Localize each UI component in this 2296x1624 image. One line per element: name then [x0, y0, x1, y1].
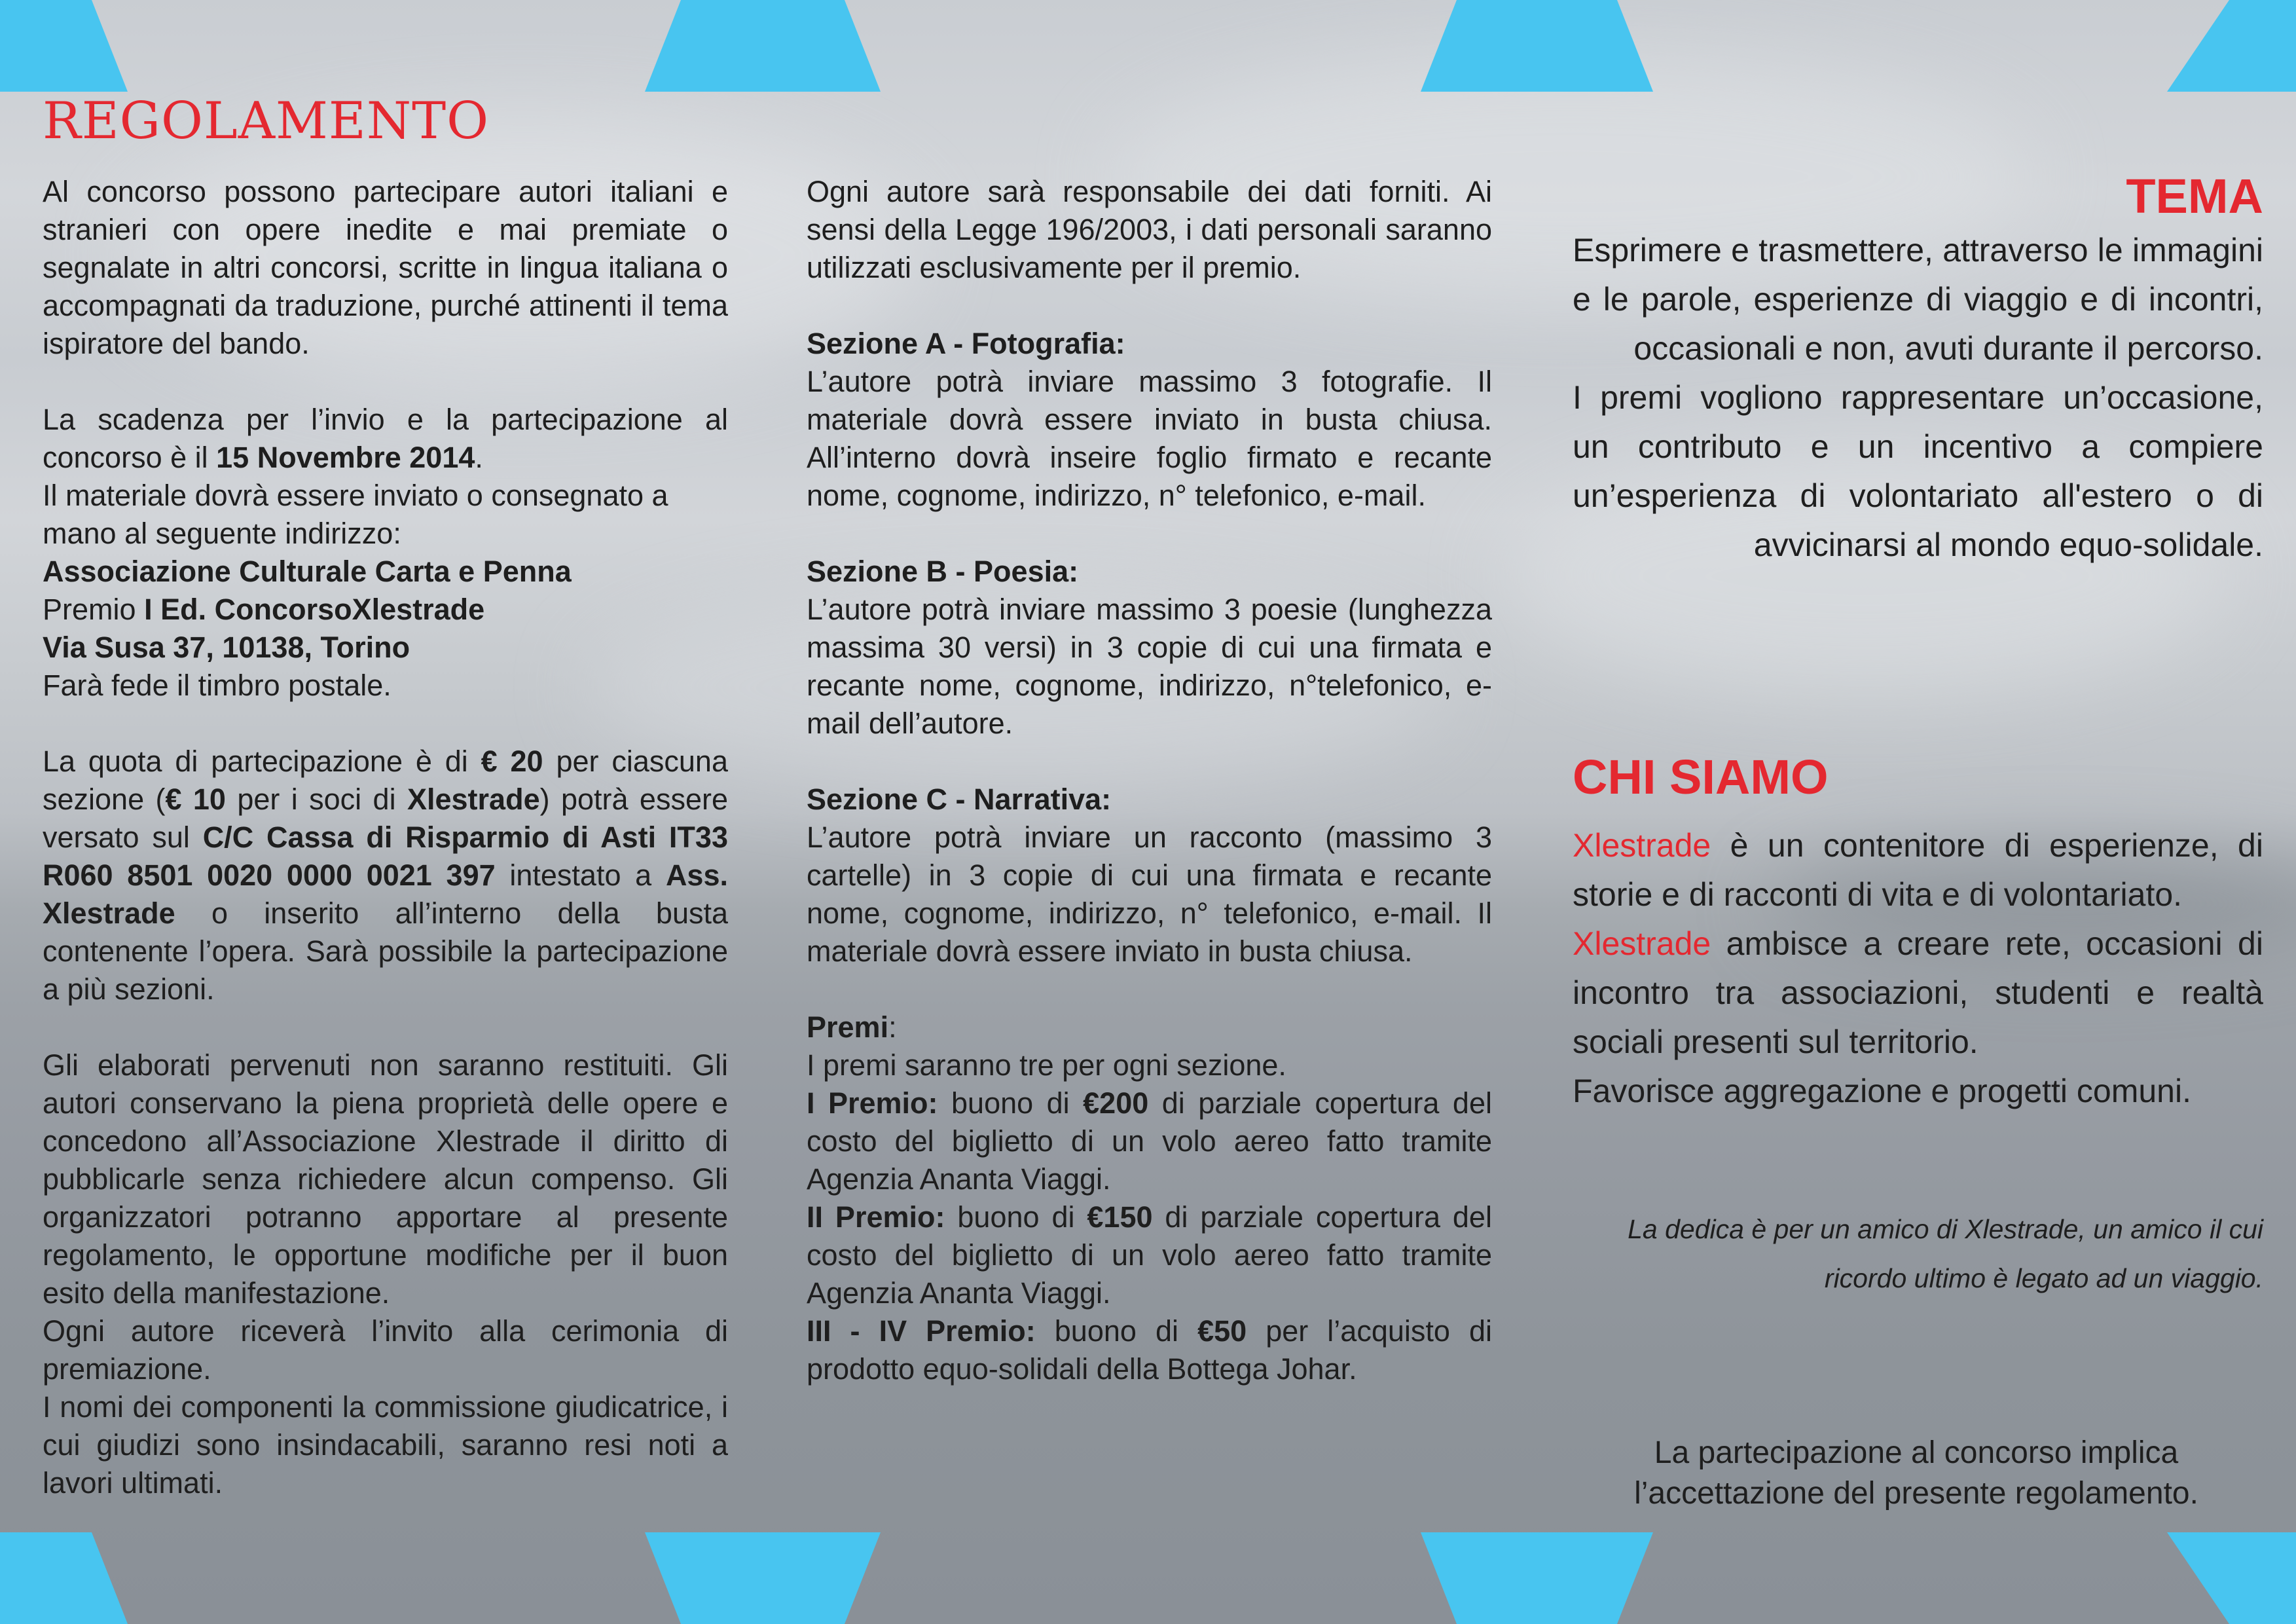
triangle-top-3 [1421, 0, 1653, 92]
chi-siamo-heading: CHI SIAMO [1573, 750, 1829, 804]
dedication-text: La dedica è per un amico di Xlestrade, un amico il cui ricordo ultimo è legato ad un viaggio. [1628, 1214, 2263, 1293]
section-a-title: Sezione A - Fotografia: [807, 327, 1125, 360]
middle-column [807, 173, 1492, 1388]
prizes-title: Premi: [807, 1010, 897, 1044]
postmark-note: Farà fede il timbro postale. [43, 669, 392, 702]
delivery-paragraph: Il materiale dovrà essere inviato o consegnato a mano al seguente indirizzo: [43, 479, 668, 550]
deadline-date: 15 Novembre 2014 [216, 441, 475, 474]
section-b-title: Sezione B - Poesia: [807, 555, 1079, 588]
bank-account: C/C Cassa di Risparmio di Asti IT33 R060 8501 0020 0000 0021 397 [43, 821, 728, 892]
account-holder: Ass. Xlestrade [43, 858, 728, 930]
privacy-paragraph: Ogni autore sarà responsabile dei dati forniti. Ai sensi della Legge 196/2003, i dati personali saranno utilizzati esclusivamente per il premio. [807, 175, 1492, 284]
tema-heading: TEMA [2126, 169, 2263, 223]
triangle-top-2 [645, 0, 881, 92]
rights-paragraph: Gli elaborati pervenuti non saranno restituiti. Gli autori conservano la piena proprietà delle opere e concedono all’Associazione Xlestrade il diritto di pubblicarle senza richiedere alcun compenso. Gli organizzatori potranno apportare al presente regolamento, le opportune modifiche per il buon esito della manifestazione. [43, 1048, 728, 1310]
triangle-bottom-2 [645, 1532, 881, 1624]
postal-address: Via Susa 37, 10138, Torino [43, 631, 410, 664]
ceremony-paragraph: Ogni autore riceverà l’invito alla cerimonia di premiazione. [43, 1314, 728, 1386]
tema-text-2: I premi vogliono rappresentare un’occasione, un contributo e un incentivo a compiere un’esperienza di volontariato all'estero o di avvicinarsi al mondo equo-solidale. [1573, 379, 2263, 563]
first-prize: I Premio: buono di €200 di parziale copertura del costo del biglietto di un volo aereo fatto tramite Agenzia Ananta Viaggi. [807, 1086, 1492, 1196]
section-b-text: L’autore potrà inviare massimo 3 poesie (lunghezza massima 30 versi) in 3 copie di cui una firmata e recante nome, cognome, indirizzo, n°telefonico, e-mail dell’autore. [807, 593, 1492, 740]
second-prize: II Premio: buono di €150 di parziale copertura del costo del biglietto di un volo aereo fatto tramite Agenzia Ananta Viaggi. [807, 1200, 1492, 1310]
prizes-intro: I premi saranno tre per ogni sezione. [807, 1048, 1286, 1082]
triangle-bottom-3 [1421, 1532, 1653, 1624]
triangle-top-1 [0, 0, 128, 92]
prize-name: Premio I Ed. ConcorsoXlestrade [43, 593, 485, 626]
closing-text: La partecipazione al concorso implica l’accettazione del presente regolamento. [1634, 1435, 2198, 1511]
section-c-text: L’autore potrà inviare un racconto (massimo 3 cartelle) in 3 copie di cui una firmata e recante nome, cognome, indirizzo, n° telefonico, e-mail. Il materiale dovrà essere inviato in busta chiusa. [807, 821, 1492, 968]
left-column [43, 173, 728, 1502]
dedication [1573, 1205, 2263, 1303]
page-title: REGOLAMENTO [43, 92, 490, 151]
triangle-bottom-1 [0, 1532, 128, 1624]
closing-note [1573, 1433, 2260, 1514]
fee-paragraph: La quota di partecipazione è di € 20 per ciascuna sezione (€ 10 per i soci di Xlestrade) potrà essere versato sul C/C Cassa di Risparmio di Asti IT33 R060 8501 0020 0000 0021 397 intestato a Ass. Xlestrade o inserito all’interno della busta contenente l’opera. Sarà possibile la partecipazione a più sezioni. [43, 745, 728, 1006]
tema-text: Esprimere e trasmettere, attraverso le immagini e le parole, esperienze di viaggio e di incontri, occasionali e non, avuti durante il percorso. [1573, 232, 2263, 367]
member-fee-amount: € 10 [165, 783, 226, 816]
chi-siamo-text-3: Favorisce aggregazione e progetti comuni. [1573, 1073, 2191, 1109]
section-c-title: Sezione C - Narrativa: [807, 783, 1112, 816]
third-fourth-prize: III - IV Premio: buono di €50 per l’acquisto di prodotto equo-solidali della Bottega Johar. [807, 1314, 1492, 1386]
chi-siamo-text-2: Xlestrade ambisce a creare rete, occasioni di incontro tra associazioni, studenti e realtà sociali presenti sul territorio. [1573, 925, 2263, 1060]
association-name: Associazione Culturale Carta e Penna [43, 555, 572, 588]
right-column [1573, 167, 2263, 570]
deadline-paragraph: La scadenza per l’invio e la partecipazione al concorso è il 15 Novembre 2014. [43, 403, 728, 474]
jury-paragraph: I nomi dei componenti la commissione giudicatrice, i cui giudizi sono insindacabili, saranno resi noti a lavori ultimati. [43, 1390, 728, 1500]
fee-amount: € 20 [481, 745, 543, 778]
triangle-top-4 [2167, 0, 2296, 92]
section-a-text: L’autore potrà inviare massimo 3 fotografie. Il materiale dovrà essere inviato in busta chiusa. All’interno dovrà inseire foglio firmato e recante nome, cognome, indirizzo, n° telefonico, e-mail. [807, 365, 1492, 512]
eligibility-paragraph: Al concorso possono partecipare autori italiani e stranieri con opere inedite e mai premiate o segnalate in altri concorsi, scritte in lingua italiana o accompagnati da traduzione, purché attinenti il tema ispiratore del bando. [43, 175, 728, 360]
chi-siamo-section [1573, 748, 2263, 1116]
chi-siamo-text-1: Xlestrade è un contenitore di esperienze, di storie e di racconti di vita e di volontariato. [1573, 827, 2263, 913]
triangle-bottom-4 [2167, 1532, 2296, 1624]
